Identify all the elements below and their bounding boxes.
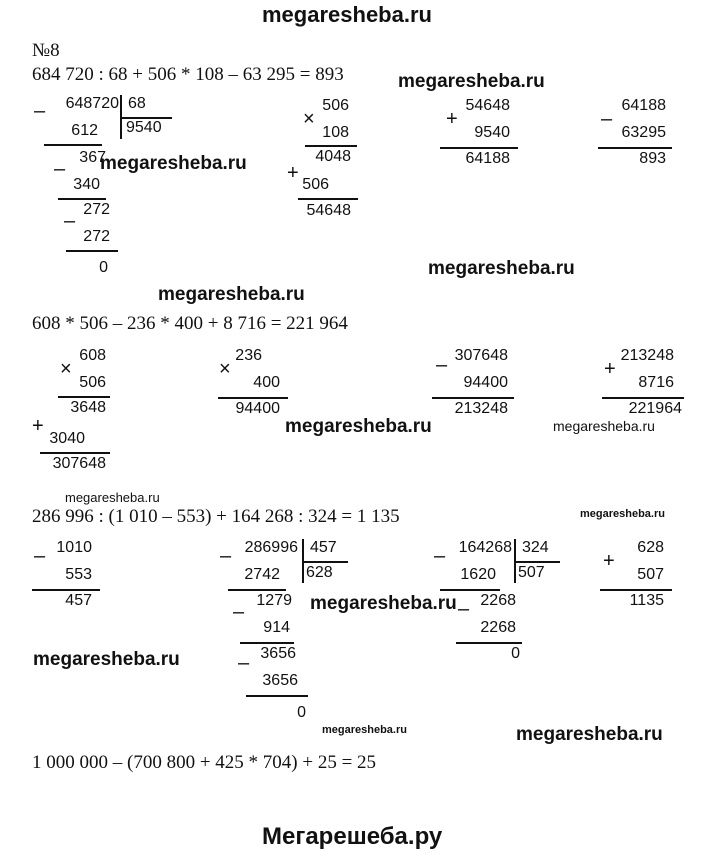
- divisor: 68: [128, 95, 146, 112]
- watermark: megaresheba.ru: [428, 258, 575, 279]
- partial-product: 4048: [315, 148, 351, 165]
- watermark: megaresheba.ru: [553, 418, 655, 434]
- divisor: 324: [522, 539, 549, 556]
- difference: 893: [639, 150, 666, 167]
- watermark: megaresheba.ru: [580, 508, 665, 520]
- partial-product: 506: [302, 176, 329, 193]
- subtrahend: 612: [71, 122, 98, 139]
- quotient: 628: [306, 564, 333, 581]
- minus-sign: –: [233, 601, 245, 623]
- minus-sign: –: [220, 545, 232, 567]
- plus-sign: +: [32, 415, 44, 437]
- partial-product: 3648: [70, 399, 106, 416]
- plus-sign: +: [287, 162, 299, 184]
- factor: 506: [322, 97, 349, 114]
- subtrahend: 553: [65, 566, 92, 583]
- addend: 8716: [638, 374, 674, 391]
- equation-3: 286 996 : (1 010 – 553) + 164 268 : 324 = 1 135: [32, 506, 400, 527]
- watermark: megaresheba.ru: [310, 593, 457, 614]
- times-sign: ×: [219, 358, 231, 380]
- watermark: megaresheba.ru: [65, 490, 160, 505]
- remainder-zero: 0: [297, 704, 306, 721]
- product: 307648: [52, 455, 106, 472]
- remainder: 1279: [256, 592, 292, 609]
- subtrahend: 94400: [463, 374, 508, 391]
- times-sign: ×: [303, 108, 315, 130]
- sum: 1135: [629, 592, 664, 609]
- minus-sign: –: [436, 354, 448, 376]
- remainder: 272: [83, 201, 110, 218]
- times-sign: ×: [60, 358, 72, 380]
- remainder-zero: 0: [99, 259, 108, 276]
- watermark: megaresheba.ru: [516, 724, 663, 745]
- minus-sign: –: [238, 652, 250, 674]
- difference: 213248: [454, 400, 508, 417]
- addend: 628: [637, 539, 664, 556]
- subtrahend: 1620: [460, 566, 496, 583]
- quotient: 9540: [126, 119, 162, 136]
- factor: 608: [79, 347, 106, 364]
- factor: 506: [79, 374, 106, 391]
- subtrahend: 63295: [621, 124, 666, 141]
- minuend: 307648: [454, 347, 508, 364]
- minus-sign: –: [34, 100, 46, 122]
- equation-1: 684 720 : 68 + 506 * 108 – 63 295 = 893: [32, 64, 344, 85]
- subtrahend: 914: [263, 619, 290, 636]
- partial-product: 3040: [49, 430, 85, 447]
- dividend: 164268: [458, 539, 512, 556]
- minus-sign: –: [64, 210, 76, 232]
- equation-2: 608 * 506 – 236 * 400 + 8 716 = 221 964: [32, 313, 348, 334]
- subtrahend: 340: [73, 176, 100, 193]
- addend: 507: [637, 566, 664, 583]
- addend: 9540: [474, 124, 510, 141]
- watermark: megaresheba.ru: [33, 649, 180, 670]
- watermark: megaresheba.ru: [100, 153, 247, 174]
- watermark: megaresheba.ru: [285, 416, 432, 437]
- watermark: megaresheba.ru: [322, 724, 407, 736]
- minus-sign: –: [34, 545, 46, 567]
- sum: 221964: [628, 400, 682, 417]
- divisor: 457: [310, 539, 337, 556]
- site-title-ru: Мегарешеба.ру: [262, 823, 443, 850]
- remainder: 367: [79, 149, 106, 166]
- remainder: 2268: [480, 592, 516, 609]
- subtrahend: 3656: [262, 672, 298, 689]
- remainder: 3656: [260, 645, 296, 662]
- minus-sign: –: [601, 108, 613, 130]
- subtrahend: 2742: [244, 566, 280, 583]
- dividend: 286996: [244, 539, 298, 556]
- watermark: megaresheba.ru: [158, 284, 305, 305]
- minus-sign: –: [54, 158, 66, 180]
- subtrahend: 2268: [480, 619, 516, 636]
- factor: 400: [253, 374, 280, 391]
- addend: 213248: [620, 347, 674, 364]
- site-title: megaresheba.ru: [262, 2, 432, 27]
- subtrahend: 272: [83, 228, 110, 245]
- factor: 108: [322, 124, 349, 141]
- minuend: 1010: [56, 539, 92, 556]
- watermark: megaresheba.ru: [398, 71, 545, 92]
- factor: 236: [235, 347, 262, 364]
- product: 94400: [235, 400, 280, 417]
- plus-sign: +: [446, 108, 458, 130]
- task-number: №8: [32, 40, 60, 61]
- minus-sign: –: [434, 545, 446, 567]
- product: 54648: [306, 202, 351, 219]
- equation-4: 1 000 000 – (700 800 + 425 * 704) + 25 = 25: [32, 752, 377, 773]
- minus-sign: –: [458, 598, 470, 620]
- remainder-zero: 0: [511, 645, 520, 662]
- quotient: 507: [518, 564, 545, 581]
- dividend: 648720: [65, 95, 119, 112]
- plus-sign: +: [603, 550, 615, 572]
- addend: 54648: [465, 97, 510, 114]
- minuend: 64188: [621, 97, 666, 114]
- difference: 457: [65, 592, 92, 609]
- sum: 64188: [465, 150, 510, 167]
- plus-sign: +: [604, 358, 616, 380]
